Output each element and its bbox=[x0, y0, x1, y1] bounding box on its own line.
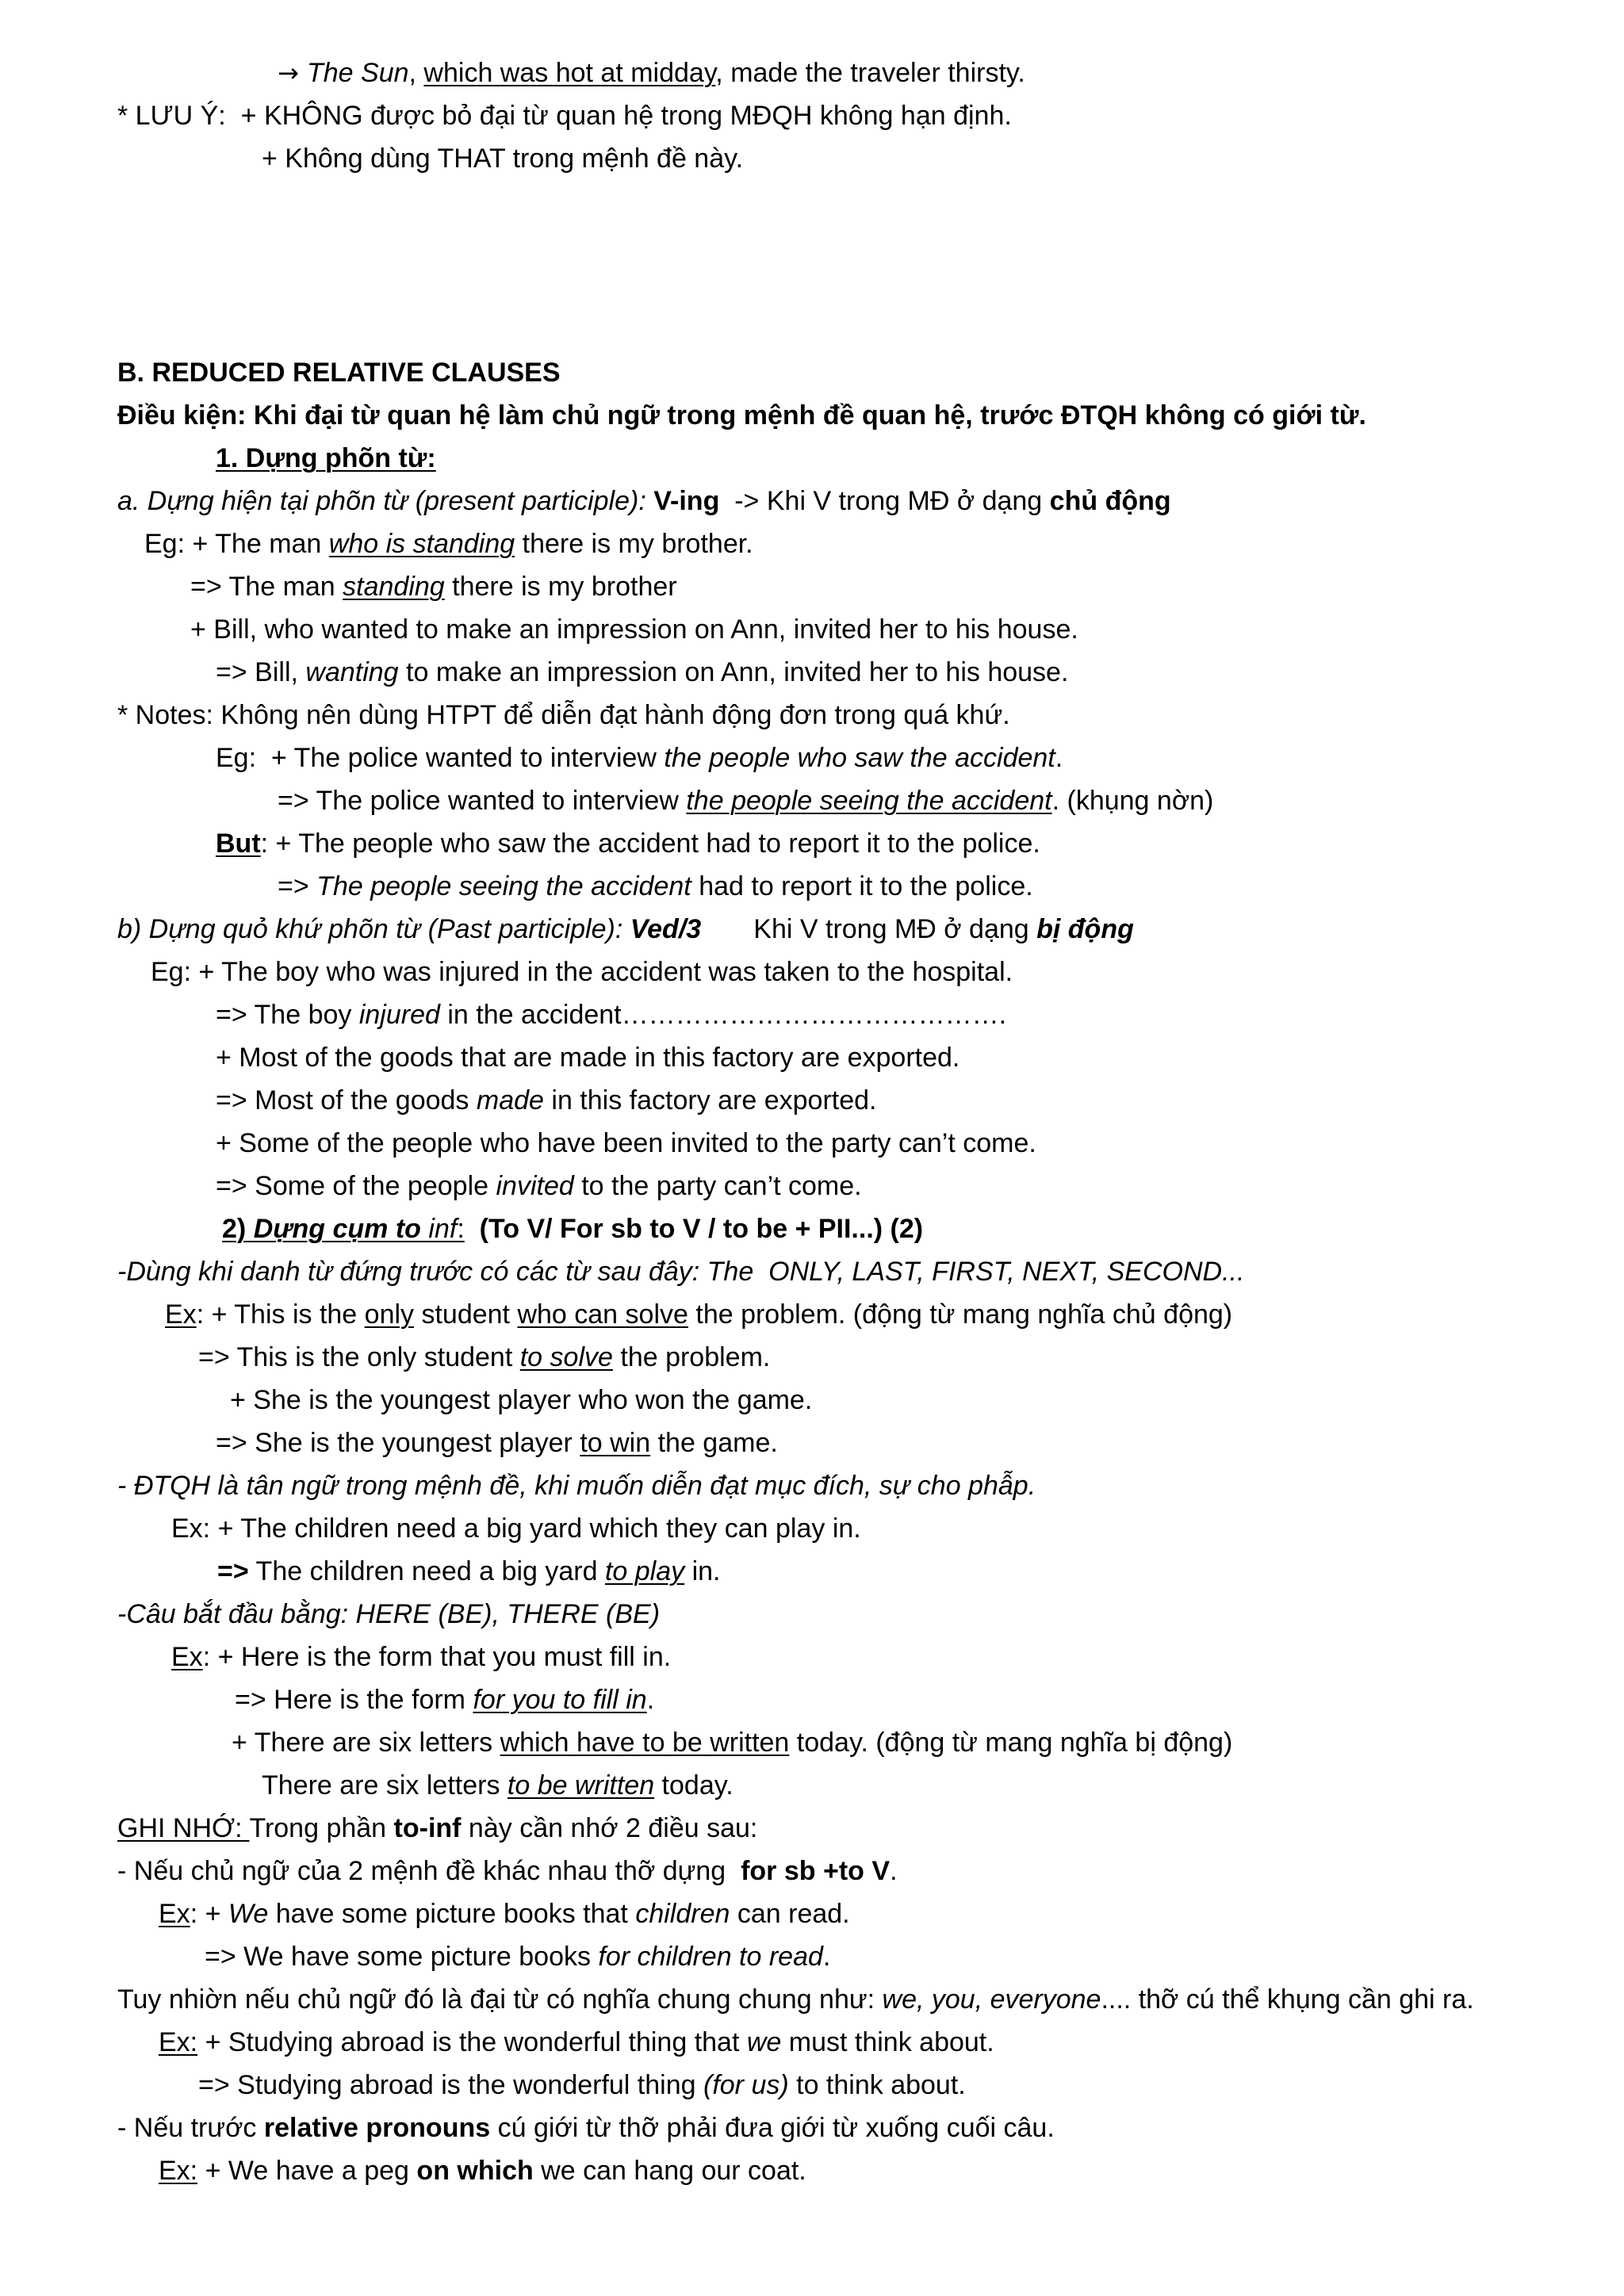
text-segment: => Here is the form bbox=[235, 1685, 473, 1715]
text-segment: which have to be written bbox=[500, 1728, 790, 1758]
text-segment: => The man bbox=[190, 572, 343, 602]
text-segment: - ĐTQH là tân ngữ trong mệnh đề, khi muốn diễn đạt mục đích, sự cho phẫp. bbox=[117, 1471, 1036, 1501]
text-segment: to the party can’t come. bbox=[573, 1171, 862, 1201]
text-segment: the problem. bbox=[612, 1342, 771, 1372]
text-segment: => bbox=[278, 871, 317, 901]
text-segment: the game. bbox=[650, 1428, 778, 1458]
text-segment: wanting bbox=[305, 657, 399, 687]
text-line bbox=[216, 1425, 778, 1460]
text-line bbox=[117, 355, 561, 390]
text-segment: there is my brother bbox=[444, 572, 677, 602]
text-segment: Ved/3 bbox=[630, 914, 702, 944]
text-segment: => The police wanted to interview bbox=[278, 786, 687, 816]
text-segment: Ex bbox=[165, 1299, 197, 1330]
text-segment: * Notes: Không nên dùng HTPT để diễn đạt hành động đơn trong quá khứ. bbox=[117, 700, 1010, 730]
text-line bbox=[216, 1169, 862, 1203]
text-segment: - Nếu chủ ngữ của 2 mệnh đề khác nhau thỡ dựng bbox=[117, 1856, 741, 1886]
text-segment: + We have a peg bbox=[197, 2156, 417, 2186]
text-segment: for sb +to V bbox=[741, 1856, 891, 1886]
text-segment: But bbox=[216, 828, 261, 859]
text-segment: The people seeing the accident bbox=[316, 871, 691, 901]
text-segment: which was hot at midday bbox=[423, 58, 716, 88]
text-segment: to play bbox=[604, 1556, 685, 1586]
text-segment: there is my brother. bbox=[515, 529, 753, 559]
text-line bbox=[159, 1896, 850, 1931]
text-segment: Ex bbox=[159, 1899, 190, 1929]
text-segment: => Studying abroad is the wonderful thing bbox=[198, 2070, 703, 2100]
text-line bbox=[117, 484, 1171, 519]
text-line bbox=[117, 1597, 660, 1632]
text-segment: => Most of the goods bbox=[216, 1085, 477, 1115]
text-segment: b) Dựng quỏ khứ phõn từ (Past participle): bbox=[117, 914, 630, 944]
text-segment: 1. Dựng phõn từ: bbox=[216, 443, 436, 473]
text-segment: Ex: bbox=[159, 2156, 198, 2186]
text-segment: . bbox=[1055, 743, 1063, 773]
text-line bbox=[117, 912, 1134, 947]
text-line bbox=[216, 441, 436, 476]
text-segment: => Bill, bbox=[216, 657, 306, 687]
text-segment: injured bbox=[358, 1000, 440, 1030]
text-segment: must think about. bbox=[781, 2027, 994, 2057]
text-segment: Dựng cụm to bbox=[253, 1214, 429, 1244]
text-line bbox=[117, 1468, 1036, 1503]
text-segment: này cần nhớ 2 điều sau: bbox=[461, 1813, 758, 1843]
text-segment: Trong phần bbox=[249, 1813, 394, 1843]
text-line bbox=[117, 1811, 757, 1846]
text-line bbox=[278, 783, 1213, 818]
text-segment: who can solve bbox=[517, 1299, 688, 1330]
text-segment: + Some of the people who have been invited to the party can’t come. bbox=[216, 1128, 1036, 1158]
text-segment: to be written bbox=[507, 1770, 655, 1800]
text-line bbox=[117, 398, 1366, 433]
text-segment: relative pronouns bbox=[263, 2113, 491, 2143]
text-line bbox=[151, 955, 1013, 989]
text-line bbox=[230, 1383, 812, 1418]
text-segment: invited bbox=[496, 1171, 574, 1201]
text-segment: : + Here is the form that you must fill in. bbox=[202, 1642, 672, 1672]
text-segment: Eg: + The boy who was injured in the accident was taken to the hospital. bbox=[151, 957, 1013, 987]
text-segment: The Sun bbox=[306, 58, 409, 88]
text-segment: (To V/ For sb to V / to be + PII...) (2) bbox=[464, 1214, 924, 1244]
text-segment: in the accident……………………………………. bbox=[439, 1000, 1007, 1030]
text-segment: can read. bbox=[730, 1899, 850, 1929]
text-segment: : + bbox=[190, 1899, 228, 1929]
text-segment: to make an impression on Ann, invited her to his house. bbox=[398, 657, 1069, 687]
text-segment: -> Khi V trong MĐ ở dạng bbox=[719, 486, 1050, 516]
text-segment: . bbox=[822, 1942, 831, 1972]
text-segment: we bbox=[746, 2027, 782, 2057]
text-segment: - Nếu trước bbox=[117, 2113, 264, 2143]
text-segment: Điều kiện: Khi đại từ quan hệ làm chủ ngữ trong mệnh đề quan hệ, trước ĐTQH không có giới từ. bbox=[117, 400, 1366, 430]
text-line bbox=[217, 1554, 721, 1589]
text-segment: B. REDUCED RELATIVE CLAUSES bbox=[117, 358, 561, 388]
text-segment: today. (động từ mang nghĩa bị động) bbox=[789, 1728, 1233, 1758]
text-line bbox=[216, 1083, 877, 1118]
text-line bbox=[117, 1982, 1474, 2017]
text-segment: standing bbox=[343, 572, 445, 602]
text-line bbox=[159, 2025, 994, 2060]
text-segment: Ex bbox=[171, 1642, 203, 1672]
text-segment: to win bbox=[580, 1428, 651, 1458]
text-segment: GHI NHỚ: bbox=[117, 1813, 250, 1843]
text-segment: Eg: + The police wanted to interview bbox=[216, 743, 665, 773]
text-segment: who is standing bbox=[328, 529, 515, 559]
text-segment: + Bill, who wanted to make an impression on Ann, invited her to his house. bbox=[190, 614, 1078, 645]
text-segment: . (khụng nờn) bbox=[1051, 786, 1214, 816]
text-segment: There are six letters bbox=[262, 1770, 508, 1800]
text-segment: the people who saw the accident bbox=[664, 743, 1055, 773]
arrow-icon: → bbox=[278, 58, 307, 88]
text-segment: had to report it to the police. bbox=[691, 871, 1033, 901]
text-segment: we, you, everyone bbox=[882, 1984, 1101, 2015]
text-segment: today. bbox=[654, 1770, 733, 1800]
text-line bbox=[190, 569, 677, 604]
text-segment: + Studying abroad is the wonderful thing that bbox=[197, 2027, 747, 2057]
text-segment: for you to fill in bbox=[473, 1685, 647, 1715]
text-segment: children bbox=[635, 1899, 730, 1929]
text-segment: student bbox=[414, 1299, 518, 1330]
text-line bbox=[171, 1640, 671, 1674]
text-segment: => The boy bbox=[216, 1000, 359, 1030]
text-segment: => Some of the people bbox=[216, 1171, 496, 1201]
text-segment: to think about. bbox=[788, 2070, 966, 2100]
text-line bbox=[216, 1040, 959, 1075]
text-segment: Khi V trong MĐ ở dạng bbox=[701, 914, 1037, 944]
text-line bbox=[117, 1254, 1244, 1289]
text-line bbox=[198, 1340, 770, 1375]
text-segment: + She is the youngest player who won the game. bbox=[230, 1385, 813, 1415]
text-segment: in. bbox=[684, 1556, 721, 1586]
text-line bbox=[232, 1725, 1232, 1760]
text-segment: on which bbox=[416, 2156, 534, 2186]
text-line bbox=[198, 2068, 966, 2103]
text-segment: Ex: + The children need a big yard which they can play in. bbox=[171, 1513, 861, 1544]
text-segment: cú giới từ thỡ phải đưa giới từ xuống cuối câu. bbox=[490, 2113, 1055, 2143]
text-segment: (for us) bbox=[703, 2070, 789, 2100]
text-line bbox=[205, 1939, 830, 1974]
text-line bbox=[235, 1682, 654, 1717]
text-segment: => This is the only student bbox=[198, 1342, 520, 1372]
text-segment: Ex: bbox=[159, 2027, 198, 2057]
text-line bbox=[262, 141, 743, 176]
text-line bbox=[262, 1768, 733, 1803]
text-segment: => She is the youngest player bbox=[216, 1428, 580, 1458]
text-segment: . bbox=[646, 1685, 655, 1715]
text-line bbox=[117, 1854, 898, 1888]
text-segment: + There are six letters bbox=[232, 1728, 500, 1758]
text-line bbox=[159, 2153, 806, 2188]
text-segment: The children need a big yard bbox=[248, 1556, 605, 1586]
text-segment: made bbox=[476, 1085, 544, 1115]
text-segment: have some picture books that bbox=[268, 1899, 636, 1929]
text-line bbox=[117, 98, 1012, 133]
text-line bbox=[278, 869, 1033, 904]
text-line bbox=[216, 655, 1068, 690]
text-segment: * LƯU Ý: + KHÔNG được bỏ đại từ quan hệ trong MĐQH không hạn định. bbox=[117, 101, 1012, 131]
text-line bbox=[190, 612, 1078, 647]
text-segment: We bbox=[228, 1899, 269, 1929]
text-segment: Tuy nhiờn nếu chủ ngữ đó là đại từ có nghĩa chung chung như: bbox=[117, 1984, 883, 2015]
text-segment: + Không dùng THAT trong mệnh đề này. bbox=[262, 144, 744, 174]
text-segment: -Dùng khi danh từ đứng trước có các từ sau đây: The ONLY, LAST, FIRST, NEXT, SECOND... bbox=[117, 1257, 1245, 1287]
text-segment: to solve bbox=[519, 1342, 613, 1372]
text-segment: .... thỡ cú thể khụng cần ghi ra. bbox=[1101, 1984, 1474, 2015]
text-line bbox=[117, 698, 1010, 733]
text-segment: bị động bbox=[1036, 914, 1134, 944]
text-segment: => bbox=[217, 1556, 249, 1586]
text-segment: the people seeing the accident bbox=[686, 786, 1052, 816]
text-segment: to-inf bbox=[393, 1813, 462, 1843]
text-segment: . bbox=[890, 1856, 898, 1886]
text-segment: , bbox=[408, 58, 424, 88]
text-segment: , made the traveler thirsty. bbox=[715, 58, 1025, 88]
text-line bbox=[216, 826, 1040, 861]
text-segment: => We have some picture books bbox=[205, 1942, 599, 1972]
text-segment: in this factory are exported. bbox=[543, 1085, 877, 1115]
text-line bbox=[216, 740, 1063, 775]
text-segment: : bbox=[457, 1214, 465, 1244]
text-segment: inf bbox=[428, 1214, 458, 1244]
text-segment: : + The people who saw the accident had to report it to the police. bbox=[260, 828, 1040, 859]
text-segment: V-ing bbox=[653, 486, 720, 516]
text-segment: we can hang our coat. bbox=[533, 2156, 806, 2186]
text-segment: only bbox=[364, 1299, 415, 1330]
text-line bbox=[216, 997, 1006, 1032]
text-segment: -Câu bắt đầu bằng: HERE (BE), THERE (BE) bbox=[117, 1599, 661, 1629]
text-line bbox=[171, 1511, 861, 1546]
text-line bbox=[278, 55, 1025, 90]
text-line bbox=[144, 526, 753, 561]
text-line bbox=[165, 1297, 1232, 1332]
text-segment: the problem. (động từ mang nghĩa chủ động) bbox=[688, 1299, 1233, 1330]
text-segment: chủ động bbox=[1049, 486, 1171, 516]
text-segment: Eg: + The man bbox=[144, 529, 329, 559]
text-line bbox=[222, 1211, 923, 1246]
text-segment: : + This is the bbox=[196, 1299, 365, 1330]
text-line bbox=[117, 2110, 1055, 2145]
text-segment: for children to read bbox=[598, 1942, 823, 1972]
text-segment: 2) bbox=[222, 1214, 254, 1244]
text-segment: + Most of the goods that are made in this factory are exported. bbox=[216, 1043, 960, 1073]
text-segment: a. Dựng hiện tại phõn từ (present participle): bbox=[117, 486, 654, 516]
text-line bbox=[216, 1126, 1036, 1161]
